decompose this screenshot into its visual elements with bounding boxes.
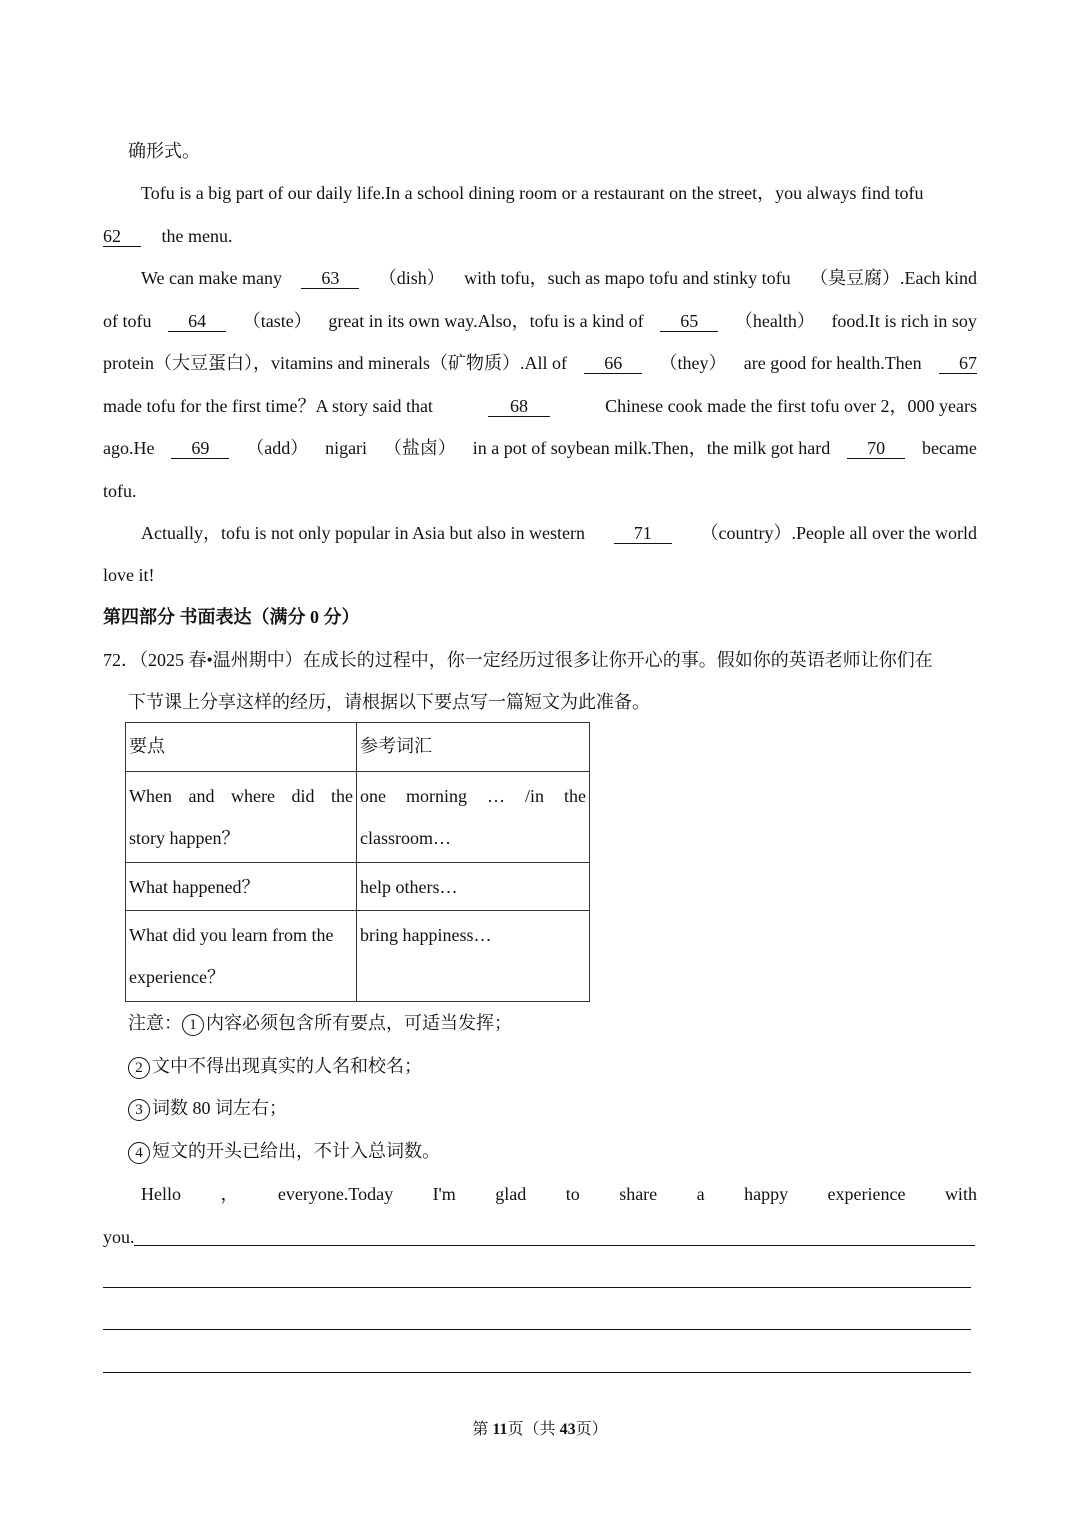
writing-line[interactable] <box>103 1287 971 1288</box>
cell-word: the <box>563 786 586 806</box>
writing-line[interactable] <box>134 1245 975 1246</box>
writing-line[interactable] <box>103 1372 971 1373</box>
page-footer <box>0 1416 1080 1439</box>
section-heading: 第四部分 书面表达（满分 0 分） <box>103 607 360 627</box>
cell-word: the <box>330 786 353 806</box>
table-header-cell: 要点 <box>126 723 357 772</box>
text-line <box>103 436 977 460</box>
table-row <box>126 772 590 863</box>
table-header-row <box>126 723 590 772</box>
text-span: （country）.People all over the world <box>700 523 977 543</box>
table-cell: bring happiness… <box>357 911 590 1002</box>
table-cell <box>126 772 357 863</box>
circled-number: 2 <box>128 1057 150 1079</box>
blank-71: 71 <box>614 523 672 544</box>
cell-line: classroom… <box>360 828 451 848</box>
word: share <box>619 1184 658 1204</box>
text-span: We can make many <box>141 268 282 288</box>
blank-65: 65 <box>660 311 718 332</box>
text-line <box>103 351 977 375</box>
text-line: tofu. <box>103 481 137 501</box>
text-span: food.It is rich in soy <box>831 311 977 331</box>
text-span: of tofu <box>103 311 152 331</box>
text-span: protein（大豆蛋白），vitamins and minerals（矿物质）.All of <box>103 353 567 373</box>
circled-number: 3 <box>128 1099 150 1121</box>
text-line: love it! <box>103 565 155 585</box>
text-line <box>141 521 977 545</box>
table-row <box>126 911 590 1002</box>
footer-text: 第 <box>472 1421 493 1438</box>
cell-line <box>360 775 586 817</box>
word: happy <box>744 1184 789 1204</box>
word: glad <box>495 1184 527 1204</box>
text-span: made tofu for the first time？A story said that <box>103 396 433 416</box>
blank-68: 68 <box>488 396 550 417</box>
text-span: ago.He <box>103 438 155 458</box>
note-text: 词数 80 词左右； <box>152 1098 287 1118</box>
text-span: （臭豆腐）.Each kind <box>809 268 977 288</box>
word: a <box>696 1184 705 1204</box>
note-line <box>128 1139 1002 1164</box>
cell-line <box>129 775 353 817</box>
blank-70: 70 <box>847 438 905 459</box>
note-line <box>128 1011 1002 1036</box>
note-line <box>128 1096 1002 1121</box>
text-span: Tofu is a big part of our daily life.In a school dining room or a restaurant on the street，you always find tofu <box>141 183 924 203</box>
cell-line: experience？ <box>129 967 225 987</box>
total-pages: 43 <box>559 1421 576 1438</box>
word: experience <box>827 1184 906 1204</box>
word: Hello <box>141 1184 181 1204</box>
text-span: （dish） <box>378 268 445 288</box>
word: I'm <box>432 1184 456 1204</box>
question-72: 72．（2025 春•温州期中）在成长的过程中，你一定经历过很多让你开心的事。假如你的英语老师让你们在 <box>103 650 933 670</box>
table-header-cell: 参考词汇 <box>357 723 590 772</box>
text-span: （taste） <box>242 311 312 331</box>
cell-line: story happen？ <box>129 828 240 848</box>
writing-opening <box>141 1182 977 1206</box>
cell-word: did <box>291 786 315 806</box>
text-span: in a pot of soybean milk.Then，the milk got hard <box>472 438 831 458</box>
text-line: 确形式。 <box>128 141 200 161</box>
cell-word: When <box>129 786 172 806</box>
blank-62: 62 <box>103 226 141 247</box>
text-span: Chinese cook made the first tofu over 2，000 years <box>605 396 977 416</box>
key-points-table <box>125 722 590 1002</box>
blank-64: 64 <box>168 311 226 332</box>
table-cell <box>126 911 357 1002</box>
word: with <box>944 1184 977 1204</box>
question-72-cont: 下节课上分享这样的经历，请根据以下要点写一篇短文为此准备。 <box>128 692 650 712</box>
cell-word: one <box>360 786 386 806</box>
text-span: （add） <box>246 438 309 458</box>
note-text: 短文的开头已给出，不计入总词数。 <box>152 1141 440 1161</box>
blank-67: 67 <box>939 353 977 374</box>
footer-text: 页） <box>575 1421 608 1438</box>
cell-word: where <box>230 786 275 806</box>
text-line <box>103 224 977 248</box>
text-line <box>141 181 977 205</box>
note-line <box>128 1054 1002 1079</box>
text-line <box>103 394 977 418</box>
text-span: great in its own way.Also，tofu is a kind of <box>328 311 644 331</box>
text-span: （health） <box>734 311 815 331</box>
table-cell <box>357 772 590 863</box>
note-text: 文中不得出现真实的人名和校名； <box>152 1056 422 1076</box>
text-span: Actually，tofu is not only popular in Asia but also in western <box>141 523 585 543</box>
circled-number: 1 <box>182 1014 204 1036</box>
text-line <box>141 266 977 290</box>
word: everyone.Today <box>277 1184 394 1204</box>
table-cell: help others… <box>357 863 590 911</box>
word: to <box>565 1184 580 1204</box>
footer-text: 页（共 <box>507 1421 560 1438</box>
text-line <box>103 309 977 333</box>
text-span: nigari <box>325 438 368 458</box>
notes-label: 注意： <box>128 1013 182 1033</box>
note-text: 内容必须包含所有要点，可适当发挥； <box>206 1013 512 1033</box>
table-cell: What happened？ <box>126 863 357 911</box>
circled-number: 4 <box>128 1142 150 1164</box>
text-span: （盐卤） <box>383 438 456 458</box>
text-span: became <box>921 438 977 458</box>
blank-69: 69 <box>171 438 229 459</box>
text-span: are good for health.Then <box>743 353 922 373</box>
blank-63: 63 <box>301 268 359 289</box>
table-row <box>126 863 590 911</box>
cell-word: … <box>486 786 505 806</box>
word: ， <box>220 1184 239 1204</box>
cell-word: morning <box>405 786 467 806</box>
blank-66: 66 <box>584 353 642 374</box>
text-span: the menu. <box>161 226 233 246</box>
page-number: 11 <box>492 1421 508 1438</box>
writing-line[interactable] <box>103 1329 971 1330</box>
cell-line: What did you learn from the <box>129 925 334 945</box>
writing-tail: you. <box>103 1227 135 1247</box>
cell-word: and <box>188 786 215 806</box>
text-span: with tofu，such as mapo tofu and stinky tofu <box>464 268 791 288</box>
text-span: （they） <box>659 353 727 373</box>
cell-word: /in <box>524 786 544 806</box>
